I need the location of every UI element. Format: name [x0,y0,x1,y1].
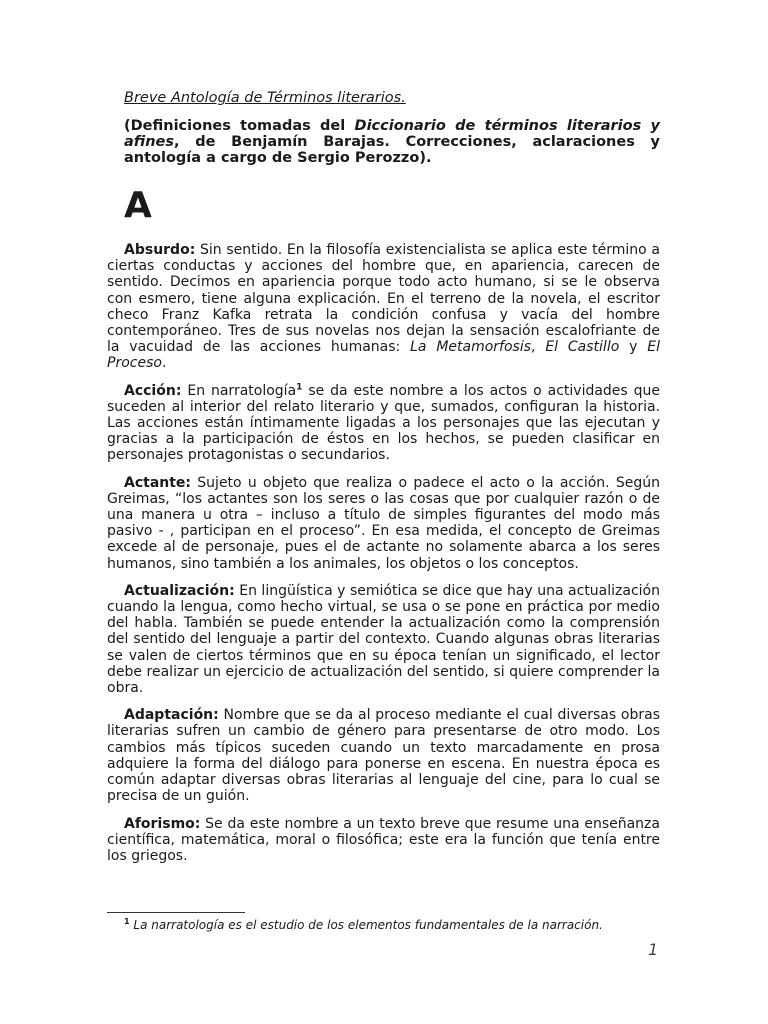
entry-actualizacion [107,583,660,696]
section-letter: A [124,185,152,226]
document-title: Breve Antología de Términos literarios. [124,90,406,106]
entry-aforismo [107,816,660,865]
subtitle-book-title: Diccionario de términos literarios y afines [124,118,660,150]
entry-definition: Sujeto u objeto que realiza o padece el acto o la acción. Según Greimas, “los actantes son los seres o las cosas que por cualquier razón o de una manera u otra – incluso a título de simples figurantes del modo más pasivo - , participan en el proceso”. En esa medida, el concepto de Greimas excede al de personaje, pues el de actante no solamente abarca a los seres humanos, sino también a los animales, los objetos o los conceptos. [107,474,660,572]
entry-term: Acción: [124,382,182,399]
page-number: 1 [648,940,659,959]
entry-definition: Sin sentido. En la filosofía existencialista se aplica este término a ciertas conductas y acciones del hombre que, en apariencia, carecen de sentido. Decimos en apariencia porque todo acto humano, si se le observa con esmero, tiene alguna explicación. En el terreno de la novela, el escritor checo Franz Kafka retrata la condición confusa y vacía del hombre contemporáneo. Tres de sus novelas nos dejan la sensación escalofriante de la vacuidad de las acciones humanas: [107,242,660,356]
subtitle-part-2: , de Benjamín Barajas. Correcciones, aclaraciones y antología a cargo de Sergio Perozzo). [124,134,660,166]
entry-term: Aforismo: [124,815,201,832]
entry-term: Actante: [124,474,192,491]
work-title: La Metamorfosis [410,339,532,356]
footnote-separator [107,912,245,913]
separator-text: , [531,339,546,356]
entry-definition: En narratología [181,382,297,399]
footnote-number: 1 [124,917,130,926]
entry-term: Actualización: [124,582,235,599]
page-content [107,88,660,864]
entry-term: Absurdo: [124,242,196,258]
entry-adaptacion [107,707,660,804]
separator-text: y [619,339,648,356]
subtitle-part-1: (Definiciones tomadas del [124,118,355,134]
footnote-reference[interactable]: 1 [296,381,303,392]
entry-actante [107,475,660,572]
entry-definition: se da este nombre a los actos o actividades que suceden al interior del relato literario y que, sumados, configuran la historia. Las acciones están íntimamente ligadas a los personajes que las ejecutan y gracias a la participación de éstos en los hechos, se pueden clasificar en personajes protagonistas o secundarios. [107,382,661,464]
footnote-text: La narratología es el estudio de los elementos fundamentales de la narración. [129,918,603,932]
footnote [124,914,664,933]
entry-absurdo [107,242,660,372]
entry-accion [107,383,660,464]
work-title: El Proceso [107,339,661,372]
separator-text: . [161,355,167,372]
entry-definition: Se da este nombre a un texto breve que resume una enseñanza científica, matemática, moral o filosófica; este era la función que tenía entre los griegos. [107,815,660,864]
entry-definition: En lingüística y semiótica se dice que hay una actualización cuando la lengua, como hecho virtual, se usa o se pone en práctica por medio del habla. También se puede entender la actualización como la comprensión del sentido del lenguaje a partir del contexto. Cuando algunas obras literarias se valen de ciertos términos que en su época tenían un significado, el lector debe realizar un ejercicio de actualización del sentido, si quiere comprender la obra. [107,582,660,697]
document-subtitle [124,118,660,166]
entry-definition: Nombre que se da al proceso mediante el cual diversas obras literarias sufren un cambio de género para presentarse de otro modo. Los cambios más típicos suceden cuando un texto marcadamente en prosa adquiere la forma del diálogo para ponerse en escena. En nuestra época es común adaptar diversas obras literarias al lenguaje del cine, para lo cual se precisa de un guión. [107,707,660,805]
entry-term: Adaptación: [124,707,219,724]
work-title: El Castillo [545,339,620,356]
